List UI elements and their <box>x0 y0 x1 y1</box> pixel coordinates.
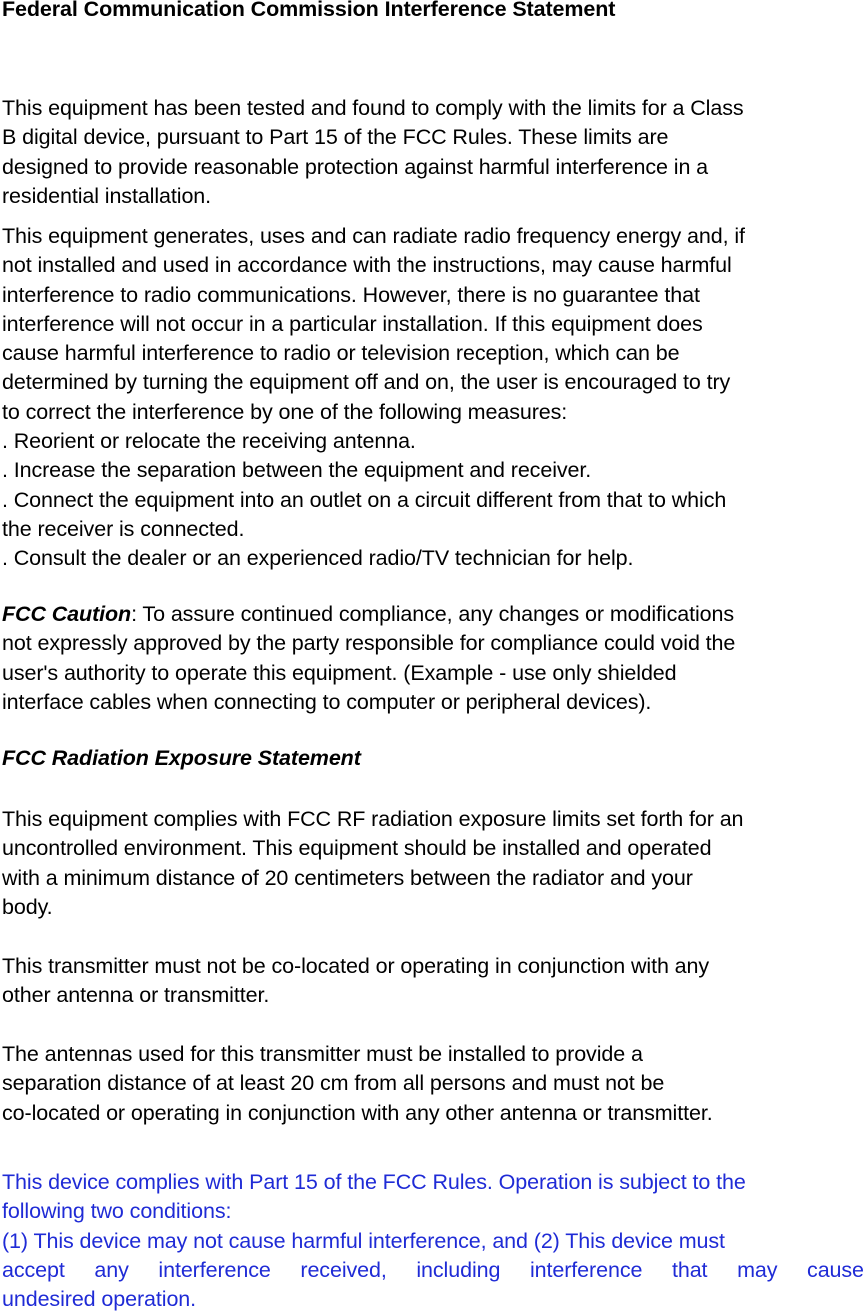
text-line: to correct the interference by one of the following measures: <box>2 399 568 424</box>
text-line: This transmitter must not be co-located or operating in conjunction with any <box>2 954 710 978</box>
text-line: co-located or operating in conjunction with any other antenna or transmitter. <box>2 1100 713 1125</box>
paragraph-fcc-caution <box>2 600 866 717</box>
text-line: the receiver is connected. <box>2 516 245 541</box>
word: cause <box>807 1257 864 1282</box>
paragraph-co-location <box>2 952 866 1011</box>
text-line: uncontrolled environment. This equipment should be installed and operated <box>2 836 712 861</box>
text-line: (1) This device may not cause harmful interference, and (2) This device must <box>2 1228 725 1253</box>
text-line: not expressly approved by the party responsible for compliance could void the <box>2 631 736 656</box>
paragraph-antenna-separation <box>2 1040 866 1128</box>
text-line: separation distance of at least 20 cm from all persons and must not be <box>2 1071 665 1096</box>
text-line: not installed and used in accordance with the instructions, may cause harmful <box>2 253 732 278</box>
text-line: with a minimum distance of 20 centimeters between the radiator and your <box>2 865 693 890</box>
word: interference <box>158 1257 271 1282</box>
measure-item: . Consult the dealer or an experienced radio/TV technician for help. <box>2 546 634 571</box>
text-line: residential installation. <box>2 183 212 208</box>
text-line: undesired operation. <box>2 1287 197 1312</box>
text-line: B digital device, pursuant to Part 15 of the FCC Rules. These limits are <box>2 125 669 150</box>
word: interference <box>529 1257 643 1282</box>
caution-text: : To assure continued compliance, any changes or modifications <box>131 602 734 626</box>
text-line: This equipment generates, uses and can radiate radio frequency energy and, if <box>2 224 745 248</box>
measure-item: . Reorient or relocate the receiving antenna. <box>2 429 416 454</box>
text-line: other antenna or transmitter. <box>2 983 270 1008</box>
text-line: interference will not occur in a particular installation. If this equipment does <box>2 311 703 336</box>
text-line: body. <box>2 894 53 919</box>
paragraph-rf-exposure <box>2 805 866 922</box>
word: may <box>737 1257 778 1282</box>
word: accept <box>2 1257 65 1282</box>
measure-item: . Increase the separation between the equipment and receiver. <box>2 458 592 483</box>
page-title: Federal Communication Commission Interference Statement <box>2 0 616 21</box>
word: that <box>671 1257 708 1282</box>
text-line: This device complies with Part 15 of the FCC Rules. Operation is subject to the <box>2 1170 746 1194</box>
paragraph-fcc-compliance <box>2 94 866 211</box>
word: any <box>94 1257 129 1282</box>
word: including <box>416 1257 501 1282</box>
justified-text-line <box>2 1256 864 1285</box>
text-line: interference to radio communications. However, there is no guarantee that <box>2 282 700 307</box>
paragraph-interference-measures <box>2 222 866 574</box>
text-line: designed to provide reasonable protection against harmful interference in a <box>2 154 709 179</box>
text-line: The antennas used for this transmitter must be installed to provide a <box>2 1042 643 1066</box>
text-line: This equipment has been tested and found to comply with the limits for a Class <box>2 96 744 120</box>
text-line: cause harmful interference to radio or television reception, which can be <box>2 341 680 366</box>
paragraph-part15-conditions <box>2 1168 866 1314</box>
measure-item: . Connect the equipment into an outlet on a circuit different from that to which <box>2 487 727 512</box>
text-line: This equipment complies with FCC RF radiation exposure limits set forth for an <box>2 807 744 831</box>
text-line: determined by turning the equipment off and on, the user is encouraged to try <box>2 370 731 395</box>
text-line: following two conditions: <box>2 1199 232 1224</box>
text-line <box>2 600 866 629</box>
word: received, <box>300 1257 387 1282</box>
text-line: interface cables when connecting to computer or peripheral devices). <box>2 689 652 714</box>
caution-label: FCC Caution <box>2 602 132 626</box>
text-line: user's authority to operate this equipment. (Example - use only shielded <box>2 660 677 685</box>
radiation-exposure-heading: FCC Radiation Exposure Statement <box>2 746 361 770</box>
